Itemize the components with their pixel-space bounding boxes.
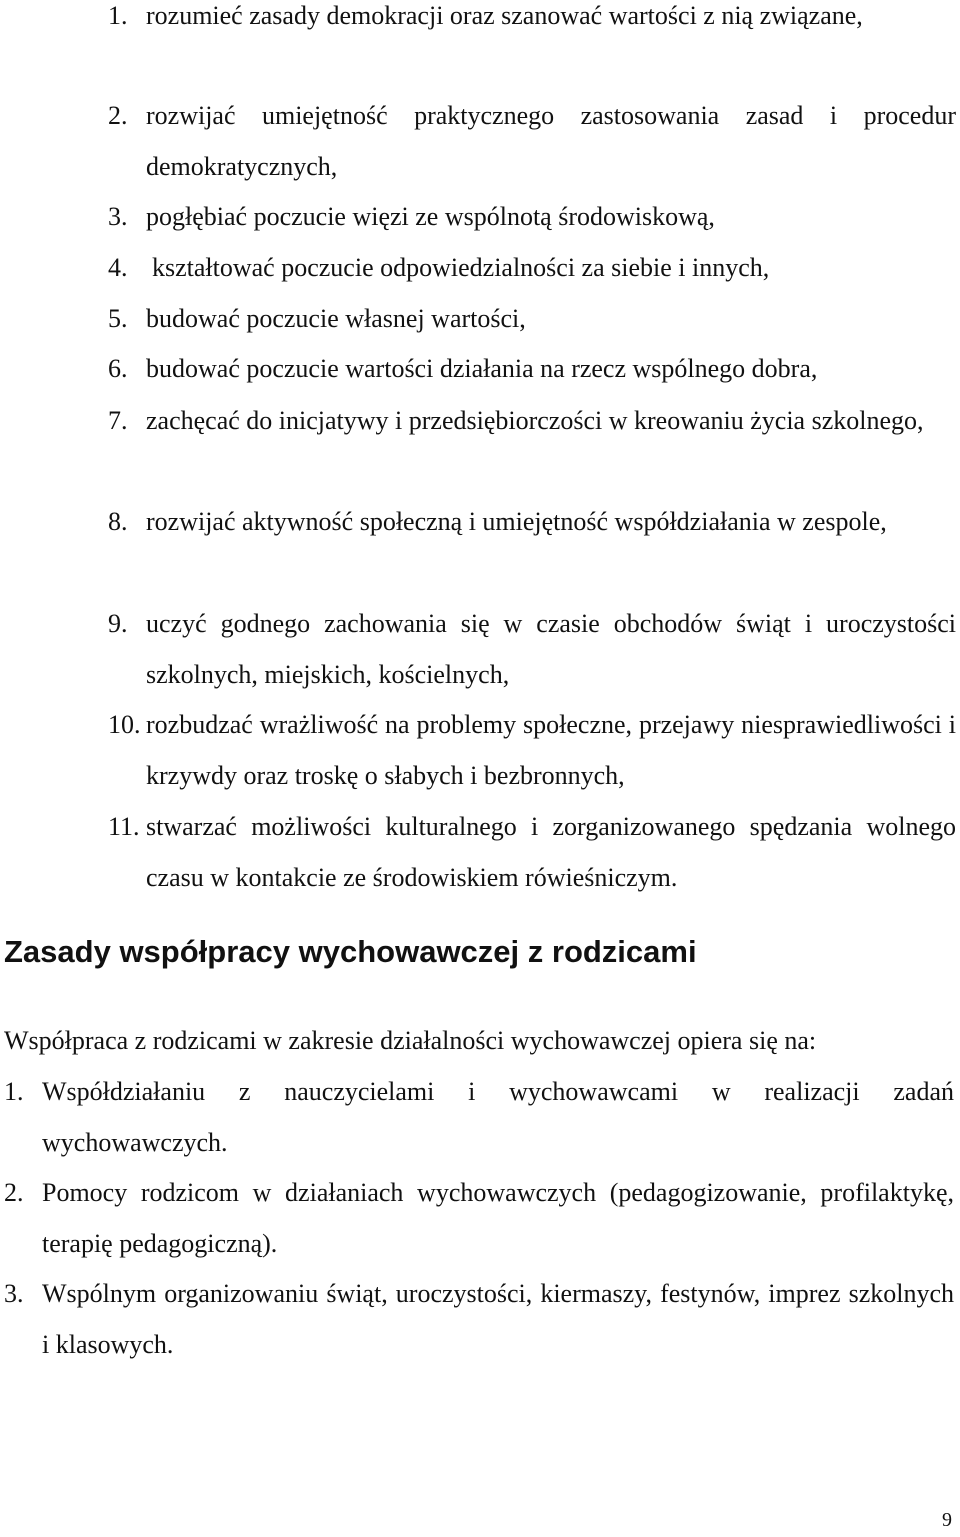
list-item-text: budować poczucie własnej wartości, (146, 304, 526, 333)
section-intro: Współpraca z rodzicami w zakresie działalności wychowawczej opiera się na: (4, 1026, 817, 1055)
list-item-text: Pomocy rodzicom w działaniach wychowawczych (pedagogizowanie, profilaktykę, terapię pedagogiczną). (42, 1178, 954, 1258)
list-item-text: rozumieć zasady demokracji oraz szanować wartości z nią związane, (146, 1, 863, 30)
list-item-text: kształtować poczucie odpowiedzialności za siebie i innych, (152, 253, 770, 282)
list-item-number: 2. (4, 1178, 24, 1207)
list-item-text: Wspólnym organizowaniu świąt, uroczystości, kiermaszy, festynów, imprez szkolnych i klasowych. (42, 1279, 954, 1359)
list-item-number: 11. (108, 812, 140, 841)
list-item (4, 1167, 954, 1269)
list-item (4, 1268, 954, 1370)
list-item-text: stwarzać możliwości kulturalnego i zorganizowanego spędzania wolnego czasu w kontakcie ze środowiskiem rówieśniczym. (146, 812, 956, 892)
list-item-text: Współdziałaniu z nauczycielami i wychowawcami w realizacji zadań wychowawczych. (42, 1077, 954, 1157)
list-item-text: uczyć godnego zachowania się w czasie obchodów świąt i uroczystości szkolnych, miejskich, kościelnych, (146, 609, 956, 689)
list-item-number: 8. (108, 507, 128, 536)
list-item-number: 1. (108, 1, 128, 30)
list-item-number: 3. (4, 1279, 24, 1308)
list-item-text: budować poczucie wartości działania na rzecz wspólnego dobra, (146, 354, 818, 383)
list-item (108, 598, 956, 700)
list-item-number: 3. (108, 202, 128, 231)
list-item-number: 10. (108, 710, 141, 739)
list-item (4, 1066, 954, 1168)
list-item-text: rozbudzać wrażliwość na problemy społeczne, przejawy niesprawiedliwości i krzywdy oraz troskę o słabych i bezbronnych, (146, 710, 956, 790)
list-item-number: 9. (108, 609, 128, 638)
list-item (108, 496, 956, 547)
list-item-number: 1. (4, 1077, 24, 1106)
list-item (108, 90, 956, 192)
list-item-number: 6. (108, 354, 128, 383)
page-number: 9 (942, 1509, 952, 1531)
list-item-number: 4. (108, 253, 128, 282)
list-item (108, 395, 956, 446)
list-item (108, 0, 956, 41)
list-item (108, 242, 956, 293)
list-item-text: rozwijać umiejętność praktycznego zastosowania zasad i procedur demokratycznych, (146, 101, 956, 181)
list-item-number: 2. (108, 101, 128, 130)
list-item-text: pogłębiać poczucie więzi ze wspólnotą środowiskową, (146, 202, 715, 231)
list-item-text: zachęcać do inicjatywy i przedsiębiorczości w kreowaniu życia szkolnego, (146, 406, 924, 435)
list-item (108, 343, 956, 394)
list-item (108, 801, 956, 903)
list-item (108, 293, 956, 344)
section-heading: Zasady współpracy wychowawczej z rodzicami (4, 934, 697, 969)
list-item-number: 7. (108, 406, 128, 435)
list-item-number: 5. (108, 304, 128, 333)
list-item (108, 191, 956, 242)
list-item (108, 699, 956, 801)
list-item-text: rozwijać aktywność społeczną i umiejętność współdziałania w zespole, (146, 507, 887, 536)
